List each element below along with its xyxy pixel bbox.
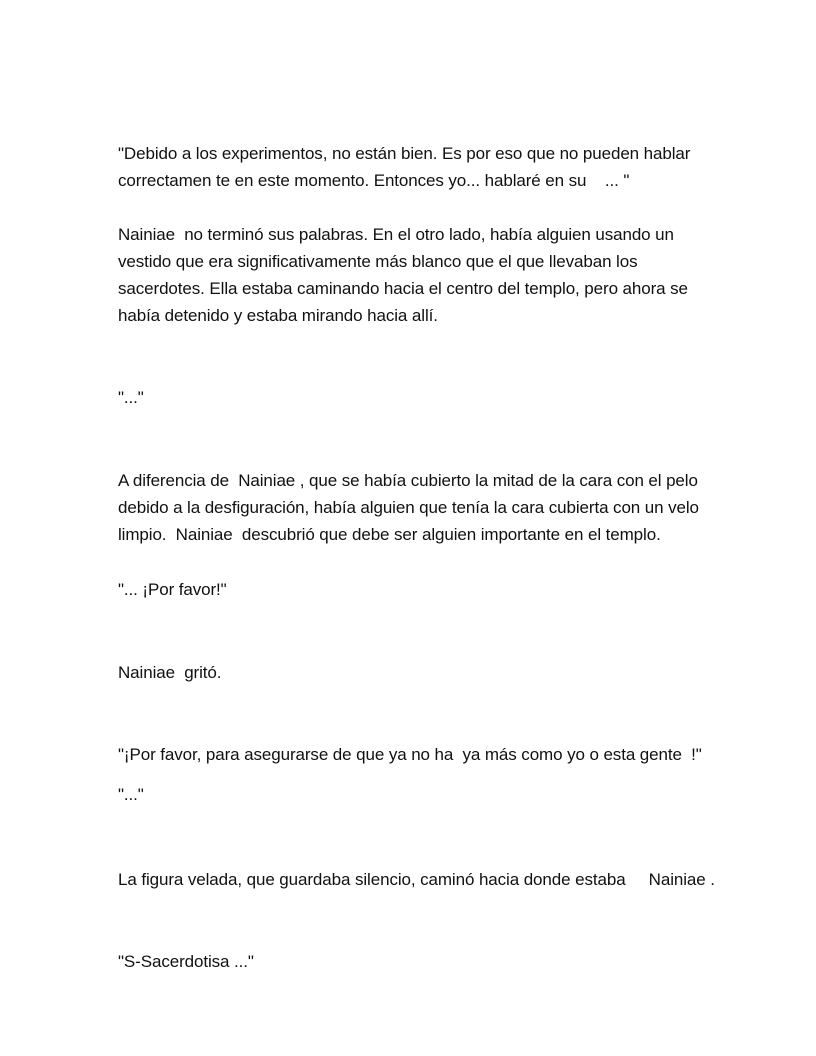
- paragraph-line: "...": [118, 388, 144, 407]
- paragraph-line: debido a la desfiguración, había alguien que tenía la cara cubierta con un velo: [118, 498, 699, 517]
- paragraph-line: Nainiae gritó.: [118, 663, 222, 682]
- paragraph-line: había detenido y estaba mirando hacia allí.: [118, 306, 438, 325]
- paragraph-line: "Debido a los experimentos, no están bien. Es por eso que no pueden hablar: [118, 144, 691, 163]
- paragraph-line: sacerdotes. Ella estaba caminando hacia el centro del templo, pero ahora se: [118, 279, 688, 298]
- paragraph-line: "¡Por favor, para asegurarse de que ya no ha ya más como yo o esta gente !": [118, 745, 702, 764]
- paragraph-line: "... ¡Por favor!": [118, 580, 227, 599]
- paragraph-line: limpio. Nainiae descubrió que debe ser alguien importante en el templo.: [118, 525, 661, 544]
- paragraph-line: vestido que era significativamente más blanco que el que llevaban los: [118, 252, 638, 271]
- paragraph-line: correctamen te en este momento. Entonces yo... hablaré en su ... ": [118, 171, 630, 190]
- paragraph-line: La figura velada, que guardaba silencio, caminó hacia donde estaba Nainiae .: [118, 870, 715, 889]
- paragraph-line: Nainiae no terminó sus palabras. En el otro lado, había alguien usando un: [118, 225, 674, 244]
- paragraph-line: "S-Sacerdotisa ...": [118, 952, 254, 971]
- paragraph-line: "...": [118, 785, 144, 804]
- paragraph-line: A diferencia de Nainiae , que se había cubierto la mitad de la cara con el pelo: [118, 471, 698, 490]
